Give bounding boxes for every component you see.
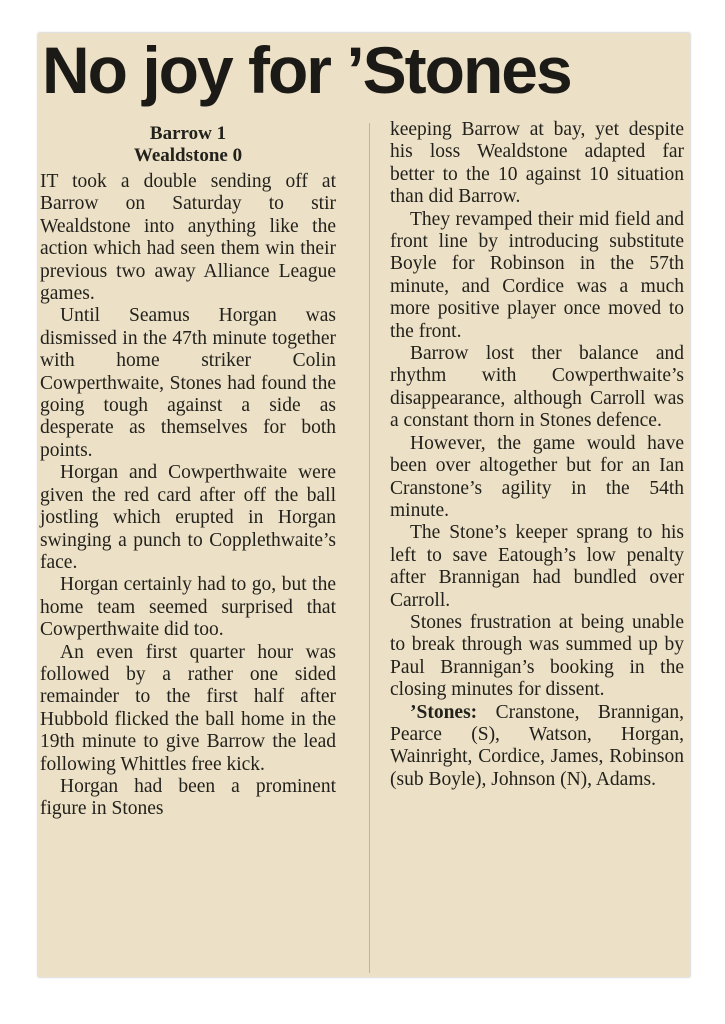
paragraph: Barrow lost ther balance and rhythm with Cowperthwaite’s disappearance, although Carroll was a constant thorn in Stones defence. xyxy=(390,343,684,432)
team-lineup xyxy=(390,702,684,792)
match-result xyxy=(40,123,336,167)
team-lineup-label: ’Stones: xyxy=(410,701,478,723)
paragraph: The Stone’s keeper sprang to his left to save Eatough’s low penalty after Brannigan had bundled over Carroll. xyxy=(390,522,684,611)
team-lineup-players: Cranstone, Brannigan, Pearce (S), Watson, Horgan, Wainright, Cordice, James, Robinson (sub Boyle), Johnson (N), Adams. xyxy=(390,701,684,790)
paragraph: Until Seamus Horgan was dismissed in the 47th minute together with home striker Colin Cowperthwaite, Stones had found the going tough against a side as desperate as themselves for both points. xyxy=(40,305,336,461)
home-score: Barrow 1 xyxy=(149,123,227,144)
paragraph: Horgan and Cowperthwaite were given the red card after off the ball jostling which erupted in Horgan swinging a punch to Copplethwaite’s face. xyxy=(40,462,336,573)
paragraph: An even first quarter hour was followed by a rather one sided remainder to the first half after Hubbold flicked the ball home in the 19th minute to give Barrow the lead following Whittles free kick. xyxy=(40,641,336,775)
column-divider xyxy=(369,123,370,973)
newspaper-clipping xyxy=(38,33,690,977)
paragraph: They revamped their mid field and front line by introducing substitute Boyle for Robinson in the 57th minute, and Cordice was a much more positive player once moved to the front. xyxy=(390,208,684,342)
paragraph: Horgan had been a prominent figure in Stones xyxy=(40,775,336,820)
article-left-column xyxy=(40,119,336,821)
paragraph: Stones frustration at being unable to break through was summed up by Paul Brannigan’s booking in the closing minutes for dissent. xyxy=(390,611,684,701)
paragraph: keeping Barrow at bay, yet despite his loss Wealdstone adapted far better to the 10 against 10 situation than did Barrow. xyxy=(390,119,684,208)
headline: No joy for ’Stones xyxy=(42,33,571,107)
paragraph: Horgan certainly had to go, but the home team seemed surprised that Cowperthwaite did too. xyxy=(40,574,336,641)
article-right-column xyxy=(390,119,684,791)
paragraph: IT took a double sending off at Barrow on Saturday to stir Wealdstone into anything like the action which had seen them win their previous two away Alliance League games. xyxy=(40,171,336,305)
paragraph: However, the game would have been over altogether but for an Ian Cranstone’s agility in the 54th minute. xyxy=(390,432,684,521)
away-score: Wealdstone 0 xyxy=(133,145,243,166)
